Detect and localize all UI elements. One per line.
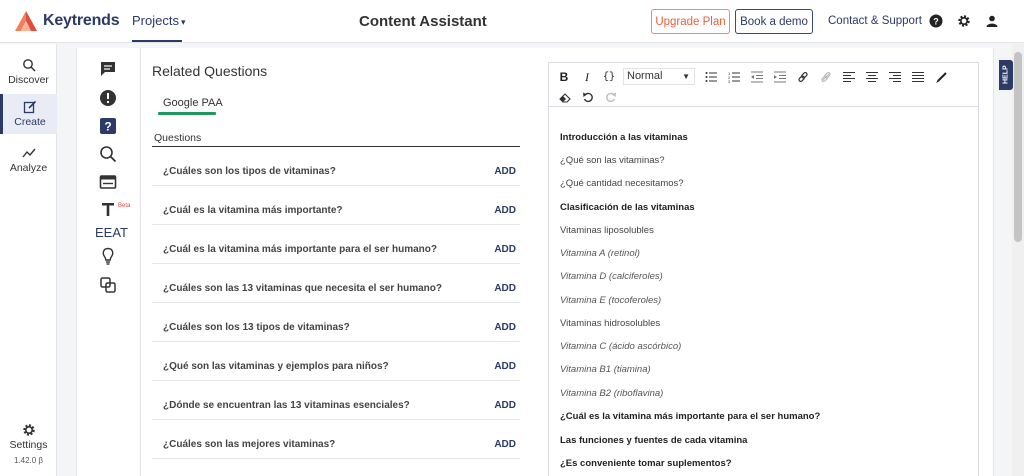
redo-icon[interactable]: [604, 90, 618, 104]
question-text: ¿Cuál es la vitamina más importante?: [163, 205, 343, 216]
tool-alerts[interactable]: [97, 88, 119, 108]
svg-text:3: 3: [728, 79, 731, 83]
tool-duplicate[interactable]: [97, 275, 119, 295]
question-row: [152, 421, 520, 459]
tool-ideas[interactable]: [97, 246, 119, 266]
editor-italic-line: Vitamina D (calciferoles): [560, 271, 663, 282]
align-center-icon[interactable]: [865, 70, 879, 84]
editor-paragraph: ¿Qué son las vitaminas?: [560, 155, 665, 166]
question-row: [152, 226, 520, 264]
tool-questions[interactable]: [97, 116, 119, 136]
question-row: [152, 343, 520, 381]
nav-analyze-label: Analyze: [9, 162, 48, 174]
left-nav: [0, 44, 57, 476]
nav-discover-label: Discover: [8, 74, 49, 86]
numbered-list-icon[interactable]: [727, 70, 741, 84]
tool-layout[interactable]: [97, 172, 119, 192]
editor-heading: ¿Cuál es la vitamina más importante para el ser humano?: [560, 411, 821, 422]
app-version: 1.42.0 β: [13, 456, 44, 465]
projects-menu[interactable]: [132, 13, 186, 28]
add-question-button[interactable]: ADD: [494, 439, 516, 450]
panel-divider: [140, 48, 141, 476]
bullet-list-icon[interactable]: [704, 70, 718, 84]
nav-create-label: Create: [14, 116, 46, 128]
logo[interactable]: [14, 10, 119, 32]
lightbulb-icon: [99, 247, 117, 265]
svg-text:?: ?: [104, 119, 112, 134]
help-circle-icon[interactable]: [929, 14, 943, 28]
add-question-button[interactable]: ADD: [494, 283, 516, 294]
undo-icon[interactable]: [581, 90, 595, 104]
add-question-button[interactable]: ADD: [494, 205, 516, 216]
editor-paragraph: Vitaminas hidrosolubles: [560, 318, 661, 329]
paragraph-style-value: Normal: [627, 70, 663, 82]
gear-icon[interactable]: [957, 14, 971, 28]
tool-comments[interactable]: [97, 59, 119, 79]
upgrade-plan-button[interactable]: Upgrade Plan: [651, 9, 730, 34]
question-row: [152, 148, 520, 186]
copy-icon: [99, 276, 117, 294]
editor-italic-line: Vitamina B2 (riboflavina): [560, 388, 664, 399]
questions-header-divider: [152, 146, 520, 147]
nav-settings-label: Settings: [9, 439, 48, 451]
align-left-icon[interactable]: [842, 70, 856, 84]
projects-active-indicator: [132, 40, 182, 42]
paragraph-style-select[interactable]: [623, 68, 695, 85]
text-icon: [99, 200, 117, 218]
align-right-icon[interactable]: [888, 70, 902, 84]
editor-toolbar: [549, 63, 978, 107]
book-demo-button[interactable]: Book a demo: [735, 9, 813, 34]
related-questions-title: Related Questions: [152, 63, 268, 79]
search-icon: [22, 58, 36, 72]
add-question-button[interactable]: ADD: [494, 400, 516, 411]
question-row: [152, 382, 520, 420]
user-icon[interactable]: [985, 14, 999, 28]
italic-icon[interactable]: I: [585, 69, 589, 84]
question-row: [152, 187, 520, 225]
tab-google-paa[interactable]: Google PAA: [163, 97, 223, 109]
bold-icon[interactable]: B: [559, 70, 569, 84]
indent-icon[interactable]: [773, 70, 787, 84]
tab-active-indicator: [158, 112, 216, 115]
search-icon: [99, 145, 117, 163]
question-text: ¿Dónde se encuentran las 13 vitaminas esenciales?: [163, 400, 410, 411]
tool-search[interactable]: [97, 144, 119, 164]
question-text: ¿Cuáles son las 13 vitaminas que necesita el ser humano?: [163, 283, 442, 294]
question-text: ¿Qué son las vitaminas y ejemplos para niños?: [163, 361, 389, 372]
svg-text:2: 2: [728, 75, 731, 80]
editor-heading: Las funciones y fuentes de cada vitamina: [560, 435, 748, 446]
eraser-icon[interactable]: [558, 90, 572, 104]
link-icon[interactable]: [796, 70, 810, 84]
highlighter-icon[interactable]: [935, 70, 949, 84]
nav-settings[interactable]: [0, 417, 57, 457]
tool-text[interactable]: [97, 199, 119, 219]
svg-text:1: 1: [728, 71, 731, 76]
add-question-button[interactable]: ADD: [494, 244, 516, 255]
trend-icon: [22, 146, 36, 160]
brand-name: Keytrends: [43, 12, 120, 29]
tool-eeat[interactable]: EEAT: [95, 225, 128, 240]
question-text: ¿Cuál es la vitamina más importante para el ser humano?: [163, 244, 437, 255]
beta-badge: Beta: [118, 203, 131, 209]
editor-heading: Clasificación de las vitaminas: [560, 202, 695, 213]
scrollbar-thumb[interactable]: [1014, 52, 1022, 242]
contact-support-link[interactable]: Contact & Support: [828, 15, 922, 27]
add-question-button[interactable]: ADD: [494, 322, 516, 333]
nav-analyze[interactable]: [0, 140, 57, 180]
alert-icon: [99, 89, 117, 107]
code-block-icon[interactable]: {}: [602, 71, 615, 83]
unlink-icon[interactable]: [819, 70, 833, 84]
editor-paragraph: Vitaminas liposolubles: [560, 225, 654, 236]
browser-window-icon: [99, 173, 117, 191]
caret-down-icon: ▼: [682, 72, 690, 81]
editor-heading: ¿Es conveniente tomar suplementos?: [560, 458, 732, 469]
question-text: ¿Cuáles son las mejores vitaminas?: [163, 439, 336, 450]
question-row: [152, 265, 520, 303]
page-title: Content Assistant: [359, 13, 487, 30]
align-justify-icon[interactable]: [911, 70, 925, 84]
editor-paragraph: ¿Qué cantidad necesitamos?: [560, 178, 684, 189]
questions-column-header: Questions: [154, 132, 202, 144]
question-text: ¿Cuáles son los 13 tipos de vitaminas?: [163, 322, 350, 333]
nav-create[interactable]: [0, 94, 57, 134]
projects-label: Projects: [132, 13, 179, 28]
editor-heading: Introducción a las vitaminas: [560, 132, 688, 143]
page-scrollbar[interactable]: [1012, 44, 1024, 476]
question-text: ¿Cuáles son los tipos de vitaminas?: [163, 166, 336, 177]
top-bar: [0, 0, 1024, 43]
keytrends-logo-icon: [14, 10, 38, 32]
gear-icon: [22, 423, 36, 437]
svg-text:?: ?: [933, 16, 939, 27]
question-row: [152, 304, 520, 342]
editor-italic-line: Vitamina A (retinol): [560, 248, 640, 259]
editor-italic-line: Vitamina B1 (tiamina): [560, 364, 651, 375]
editor-italic-line: Vitamina C (ácido ascórbico): [560, 341, 682, 352]
add-question-button[interactable]: ADD: [494, 361, 516, 372]
outdent-icon[interactable]: [750, 70, 764, 84]
comment-icon: [99, 60, 117, 78]
chevron-down-icon: ▾: [180, 17, 186, 27]
edit-icon: [23, 100, 37, 114]
help-tab[interactable]: HELP: [999, 60, 1013, 90]
add-question-button[interactable]: ADD: [494, 166, 516, 177]
question-icon: [99, 117, 117, 135]
editor-italic-line: Vitamina E (tocoferoles): [560, 295, 662, 306]
nav-discover[interactable]: [0, 52, 57, 92]
